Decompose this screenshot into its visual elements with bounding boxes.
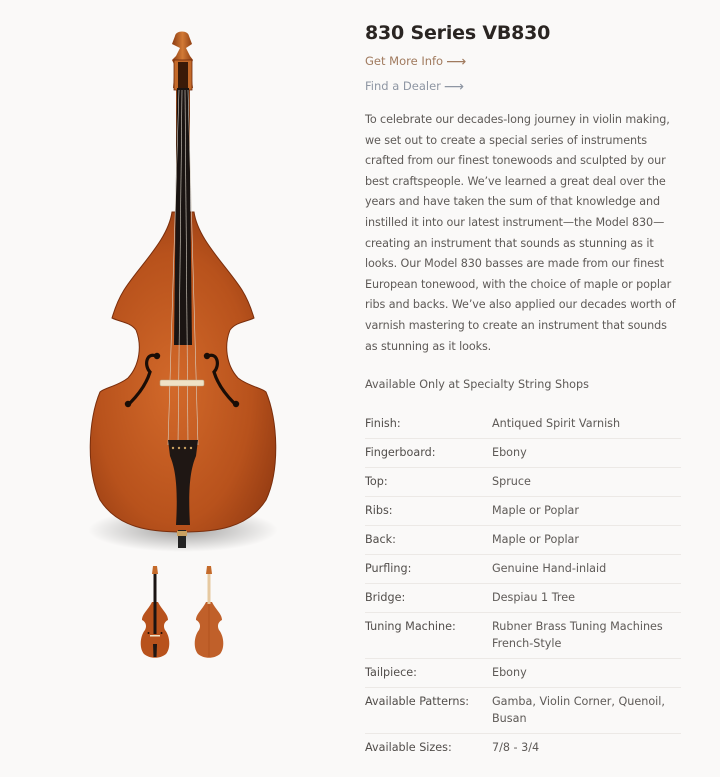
spec-value: Despiau 1 Tree	[492, 591, 576, 605]
spec-row	[365, 659, 681, 688]
spec-label: Fingerboard:	[365, 446, 436, 460]
spec-row	[365, 734, 681, 762]
get-more-info-label: Get More Info	[365, 54, 444, 68]
find-a-dealer-link[interactable]	[365, 78, 681, 94]
product-title: 830 Series VB830	[365, 22, 551, 44]
find-a-dealer-label: Find a Dealer	[365, 79, 441, 93]
spec-row	[365, 468, 681, 497]
spec-value: Maple or Poplar	[492, 533, 580, 547]
spec-label: Ribs:	[365, 504, 393, 518]
spec-value: Spruce	[492, 475, 531, 489]
spec-value: Gamba, Violin Corner, Quenoil, Busan	[492, 695, 665, 726]
spec-row	[365, 613, 681, 659]
spec-value: 7/8 - 3/4	[492, 741, 540, 755]
specs-table	[365, 410, 681, 762]
spec-row	[365, 584, 681, 613]
spec-value: Antiqued Spirit Varnish	[492, 417, 621, 431]
thumbnail-back[interactable]	[186, 562, 232, 662]
spec-label: Bridge:	[365, 591, 406, 605]
spec-row	[365, 439, 681, 468]
arrow-right-icon: ⟶	[443, 79, 464, 95]
spec-label: Finish:	[365, 417, 401, 431]
spec-label: Tailpiece:	[365, 666, 417, 680]
spec-label: Back:	[365, 533, 396, 547]
spec-row	[365, 497, 681, 526]
spec-row	[365, 688, 681, 734]
spec-label: Available Sizes:	[365, 741, 452, 755]
spec-label: Available Patterns:	[365, 695, 470, 709]
spec-value: Maple or Poplar	[492, 504, 580, 518]
arrow-right-icon: ⟶	[446, 54, 467, 70]
spec-row	[365, 410, 681, 439]
spec-label: Purfling:	[365, 562, 412, 576]
product-gallery	[0, 0, 355, 777]
spec-row	[365, 526, 681, 555]
main-product-image[interactable]	[60, 20, 310, 560]
spec-value: Ebony	[492, 446, 527, 460]
spec-value: Rubner Brass Tuning Machines French-Style	[492, 620, 663, 651]
get-more-info-link[interactable]	[365, 53, 681, 69]
product-details	[365, 18, 681, 762]
availability-note: Available Only at Specialty String Shops	[365, 378, 589, 392]
spec-label: Tuning Machine:	[365, 620, 456, 634]
spec-label: Top:	[365, 475, 388, 489]
spec-row	[365, 555, 681, 584]
spec-value: Genuine Hand-inlaid	[492, 562, 607, 576]
thumbnail-front[interactable]	[132, 562, 178, 662]
product-description: To celebrate our decades-long journey in violin making, we set out to create a special series of instruments crafted from our finest tonewoods and sculpted by our best craftspeople. We’ve learned a great deal over the years and have taken the sum of that knowledge and instilled it into our latest instrument—the Model 830—creating an instrument that sounds as stunning as it looks. Our Model 830 basses are made from our finest European tonewood, with the choice of maple or poplar ribs and backs. We’ve also applied our decades worth of varnish mastering to create an instrument that sounds as stunning as it looks.	[365, 113, 676, 353]
bridge	[160, 380, 204, 386]
spec-value: Ebony	[492, 666, 527, 680]
